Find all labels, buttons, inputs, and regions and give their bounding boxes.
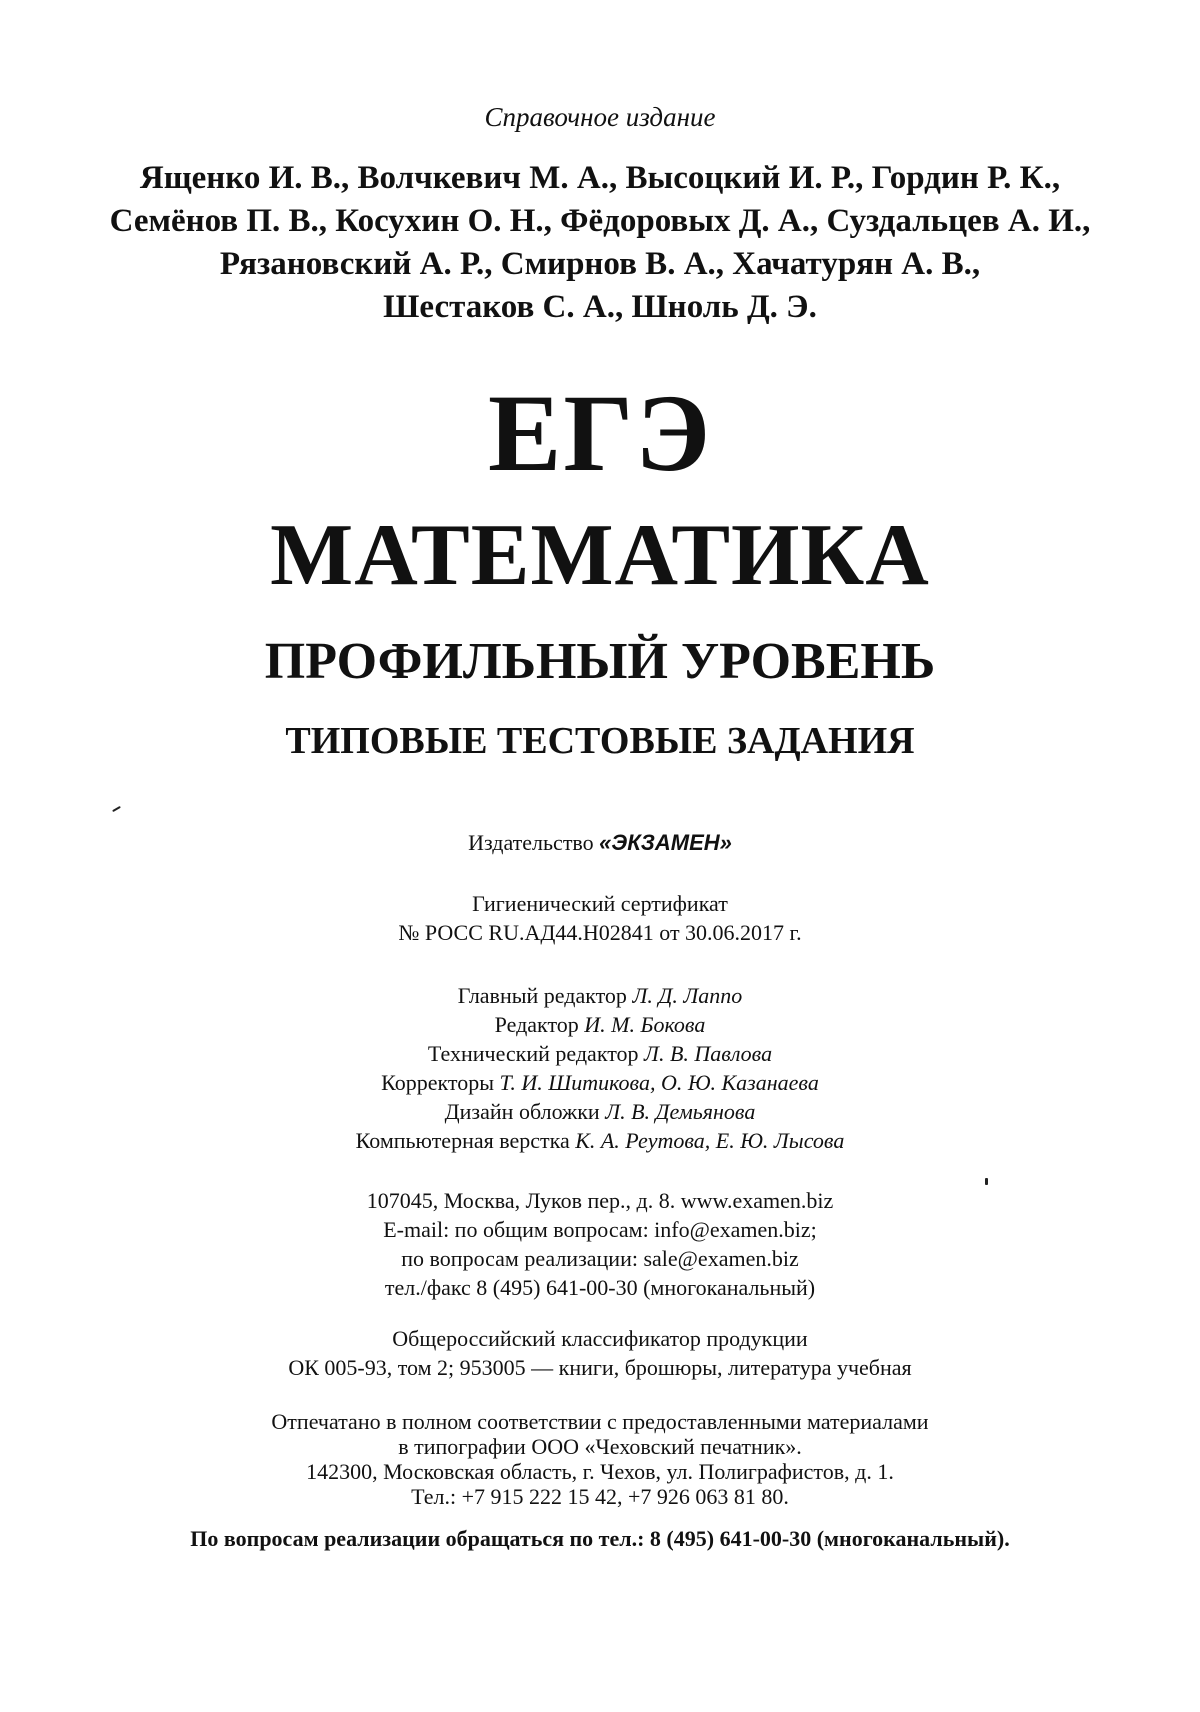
editor-line [0, 1041, 1200, 1067]
certificate-number: № РОСС RU.АД44.Н02841 от 30.06.2017 г. [398, 920, 802, 945]
publisher-line [0, 830, 1200, 856]
sales-contact-note: По вопросам реализации обращаться по тел.: 8 (495) 641-00-30 (многоканальный). [190, 1526, 1010, 1551]
editor-role: Корректоры [381, 1070, 500, 1095]
certificate-title: Гигиенический сертификат [472, 891, 728, 916]
editor-line [0, 1070, 1200, 1096]
address-line: 107045, Москва, Луков пер., д. 8. www.examen.biz [366, 1188, 834, 1213]
printing-line: Отпечатано в полном соответствии с предоставленными материалами [271, 1409, 929, 1434]
authors-line: Рязановский А. Р., Смирнов В. А., Хачатурян А. В., [219, 246, 981, 282]
subject-title: МАТЕМАТИКА [270, 507, 930, 604]
subtitle: ТИПОВЫЕ ТЕСТОВЫЕ ЗАДАНИЯ [285, 720, 915, 762]
editor-name: Л. В. Павлова [644, 1041, 773, 1066]
editor-name: Л. В. Демьянова [605, 1099, 756, 1124]
scan-speck [112, 806, 121, 812]
editor-name: И. М. Бокова [584, 1012, 706, 1037]
editor-line [0, 1099, 1200, 1125]
editor-name: К. А. Реутова, Е. Ю. Лысова [575, 1128, 845, 1153]
authors-line: Шестаков С. А., Шноль Д. Э. [383, 289, 817, 325]
editor-role: Редактор [494, 1012, 585, 1037]
exam-title: ЕГЭ [488, 372, 712, 494]
editor-name: Л. Д. Лаппо [632, 983, 743, 1008]
email-line: E-mail: по общим вопросам: info@examen.biz; [383, 1217, 817, 1242]
phone-line: тел./факс 8 (495) 641-00-30 (многоканальный) [384, 1275, 816, 1300]
editor-role: Главный редактор [457, 983, 633, 1008]
scan-speck [985, 1178, 988, 1185]
editor-line [0, 983, 1200, 1009]
editor-line [0, 1128, 1200, 1154]
printing-line: Тел.: +7 915 222 15 42, +7 926 063 81 80. [411, 1484, 789, 1509]
editor-name: Т. И. Шитикова, О. Ю. Казанаева [499, 1070, 819, 1095]
sales-email-line: по вопросам реализации: sale@examen.biz [401, 1246, 799, 1271]
editor-role: Компьютерная верстка [355, 1128, 576, 1153]
editor-line [0, 1012, 1200, 1038]
editor-role: Дизайн обложки [444, 1099, 606, 1124]
editor-role: Технический редактор [427, 1041, 645, 1066]
printing-line: в типографии ООО «Чеховский печатник». [398, 1434, 802, 1459]
publisher-label: Издательство [468, 830, 600, 855]
printing-line: 142300, Московская область, г. Чехов, ул. Полиграфистов, д. 1. [306, 1459, 894, 1484]
authors-line: Ященко И. В., Волчкевич М. А., Высоцкий И. Р., Гордин Р. К., [139, 160, 1061, 196]
publisher-name: «ЭКЗАМЕН» [599, 830, 732, 855]
authors-line: Семёнов П. В., Косухин О. Н., Фёдоровых Д. А., Суздальцев А. И., [109, 203, 1091, 239]
level-title: ПРОФИЛЬНЫЙ УРОВЕНЬ [264, 633, 936, 690]
edition-type: Справочное издание [484, 102, 716, 132]
classifier-code: ОК 005-93, том 2; 953005 — книги, брошюры, литература учебная [288, 1355, 912, 1380]
classifier-title: Общероссийский классификатор продукции [392, 1326, 808, 1351]
